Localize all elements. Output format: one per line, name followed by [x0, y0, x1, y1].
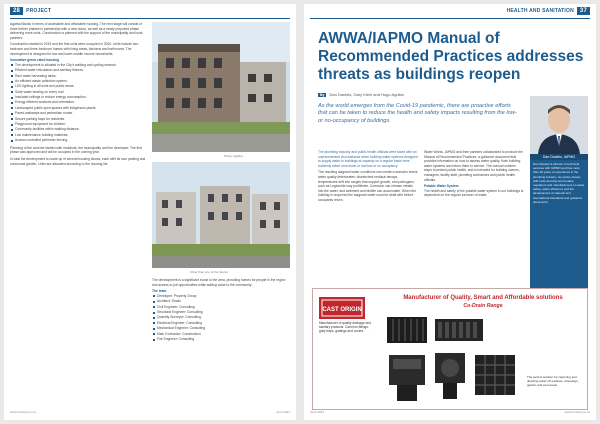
intro-paragraph: Construction started in 2019 and the first units were occupied in 2020. Units include two-bedroom and three-bedroom homes with living areas, kitchens and bathrooms. The development is designed for low and lower-middle income households.	[10, 42, 140, 56]
advertiser-company-text: Manufacturer of quality drainage and sanitary products. Cast iron fittings, gully traps, gratings and covers.	[319, 321, 371, 334]
article-column-1	[318, 150, 418, 284]
list-item: Structural Engineer: Consulting	[152, 310, 290, 315]
list-item: Main Contractor: Construction	[152, 332, 290, 337]
housing-photo-1-image	[152, 22, 290, 152]
author-name: Dan Daniels, IAPMO	[530, 154, 588, 160]
article-title: AWWA/IAPMO Manual of Recommended Practices addresses threats as buildings reopen	[318, 30, 584, 83]
article-paragraph: The resulting stagnant water conditions can create a scenario where water quality deteriorates: disinfectant residual decays, temperatures drift into ranges that support growth, and pathogens such as Legionella may proliferate. Corrosion can release metals into the water, and sediment and biofilm can accumulate. When the building is reopened the stagnant water must be dealt with before occupants return.	[318, 170, 418, 202]
right-footer-date: June 2021	[310, 410, 325, 414]
author-bio-text: Dan Daniels is director of technical services with IAPMO and has more than 30 years of experience in the plumbing industry. He works closely with code development bodies, regulators and manufacturers on water safety, water efficiency and the development of national and international standards and guidance documents.	[533, 162, 585, 204]
right-header-rule	[310, 18, 590, 19]
list-item: Civil Engineer: Consulting	[152, 305, 290, 310]
list-item: Solar water heating on every roof.	[10, 90, 146, 95]
channel-drain-product	[435, 319, 483, 341]
left-right-text-column	[152, 278, 290, 410]
list-item: Paved walkways and pedestrian routes.	[10, 111, 146, 116]
team-list	[152, 294, 290, 342]
ad-product-note: The perfect solution for capturing and directing water off surfaces, driveways, garden and pool areas.	[527, 375, 579, 387]
left-page-header	[4, 4, 296, 18]
list-item: Quantity Surveyor: Consulting	[152, 315, 290, 320]
list-item: Playground equipment for children.	[10, 122, 146, 127]
section-subheading: Innovative green-rated housing	[10, 58, 60, 63]
article-byline	[318, 92, 404, 97]
ad-heading: Manufacturer of Quality, Smart and Affordable solutions	[403, 295, 563, 301]
project-summary-paragraph: The development is a significant boost to the area, providing homes for people in the region and access to job opportunities while adding value to the community.	[152, 278, 286, 287]
left-text-column	[10, 22, 146, 410]
list-item: Insulated ceilings to reduce energy consumption.	[10, 95, 146, 100]
list-item: Architect: Studio	[152, 299, 290, 304]
article-paragraph: Water Works, IAPMO and their partners collaborated to produce the Manual of Recommended Practices, a guidance document that provides information on how to assess water quality, flush building water systems and return them to service. The manual outlines steps to protect public health, and is intended for building owners, managers, facility staff, plumbing contractors and public health officials.	[424, 150, 523, 182]
photo-caption-2: Other than one of the blocks	[190, 270, 228, 274]
list-item: Rain water harvesting tanks.	[10, 74, 146, 79]
ad-subheading: Co-Drain Range	[463, 303, 503, 309]
list-item: Fire Engineer: Consulting	[152, 337, 290, 342]
author-bio-panel	[530, 96, 588, 292]
list-item: Developer: Property Group	[152, 294, 290, 299]
advertiser-logo	[319, 297, 365, 319]
photo-caption-1: Photo: Agatha	[224, 154, 243, 158]
right-footer-url: www.housing.co.za	[564, 410, 590, 414]
author-portrait	[530, 96, 588, 154]
article-subheading: Potable Water System	[424, 184, 459, 189]
gully-product	[435, 353, 465, 399]
drain-box-product	[389, 355, 425, 401]
advertiser-logo-text: CAST ORIGIN	[322, 307, 362, 313]
right-page-number: 37	[577, 7, 590, 15]
right-footer	[310, 410, 590, 416]
article-lead-paragraph: The plumbing industry and public health officials were faced with an unprecedented circumstance when building water systems designed to supply water to buildings at capacity on a regular basis were suddenly either shut down or had low or no occupancy.	[318, 150, 418, 168]
list-item: Mechanical Engineer: Consulting	[152, 326, 290, 331]
left-header-rule	[10, 18, 290, 19]
byline-authors: Dan Daniels, Gary Klein and Hugo Aguilar	[329, 92, 404, 97]
list-item: Efficient water reticulation and sanitary fixtures.	[10, 68, 146, 73]
right-page	[304, 4, 596, 420]
list-item: LED lighting in all units and public areas.	[10, 84, 146, 89]
housing-photo-1	[152, 22, 290, 152]
list-item: An efficient waste collection system.	[10, 79, 146, 84]
list-item: Landscaped public open spaces with indigenous plants.	[10, 106, 146, 111]
article-standfirst: As the world emerges from the Covid-19 pandemic, there are proactive efforts that can be taken to reduce the health and safety impacts resulting from the low- or no-occupancy of buildings.	[318, 103, 517, 124]
byline-tag: By	[320, 92, 325, 97]
team-heading: The team	[152, 289, 167, 294]
left-section-label: PROJECT	[26, 8, 52, 14]
article-column-2	[424, 150, 524, 284]
advertisement	[312, 288, 588, 410]
list-item: Access controlled perimeter fencing.	[10, 138, 146, 143]
list-item: Low maintenance building materials.	[10, 133, 146, 138]
left-footer-url: www.housing.co.za	[10, 410, 36, 414]
housing-photo-2	[152, 162, 290, 268]
grate-cover-product	[475, 355, 515, 395]
list-item: Community facilities within walking distance.	[10, 127, 146, 132]
list-item: Energy efficient windows and orientation.	[10, 100, 146, 105]
closing-paragraph: Planning of the scheme started with residents, the municipality and the developer. The first phase was approved and will be occupied in the coming year.	[10, 145, 142, 155]
list-item: The development is situated in the City's walking and cycling network.	[10, 63, 146, 68]
right-page-header	[304, 4, 596, 18]
feature-list	[10, 63, 146, 143]
article-paragraph: The health and safety of the potable water system in our buildings is dependent on the regular turnover of water.	[424, 188, 524, 198]
closing-paragraph: In total the development is made up of several housing blocks, each with its own parking and communal garden. Units are allocated according to the housing list.	[10, 157, 146, 166]
left-footer-date: June 2021	[275, 410, 290, 414]
right-section-label: HEALTH AND SANITATION	[506, 8, 574, 14]
left-page	[4, 4, 296, 420]
list-item: Electrical Engineer: Consulting	[152, 321, 290, 326]
housing-photo-2-image	[152, 162, 290, 268]
ad-product-images	[383, 313, 523, 407]
intro-paragraph: Agatha Blocks in terms of accessible and affordable housing. The next stage will consist of three further phases in partnership with a new donor, as well as a newly proposed phase delivering more units. Construction is planned with the support of the municipality and local partners.	[10, 22, 143, 40]
left-footer	[10, 410, 290, 416]
grating-product	[387, 317, 427, 343]
left-page-number: 28	[10, 7, 23, 15]
list-item: Secure parking bays for residents.	[10, 117, 146, 122]
